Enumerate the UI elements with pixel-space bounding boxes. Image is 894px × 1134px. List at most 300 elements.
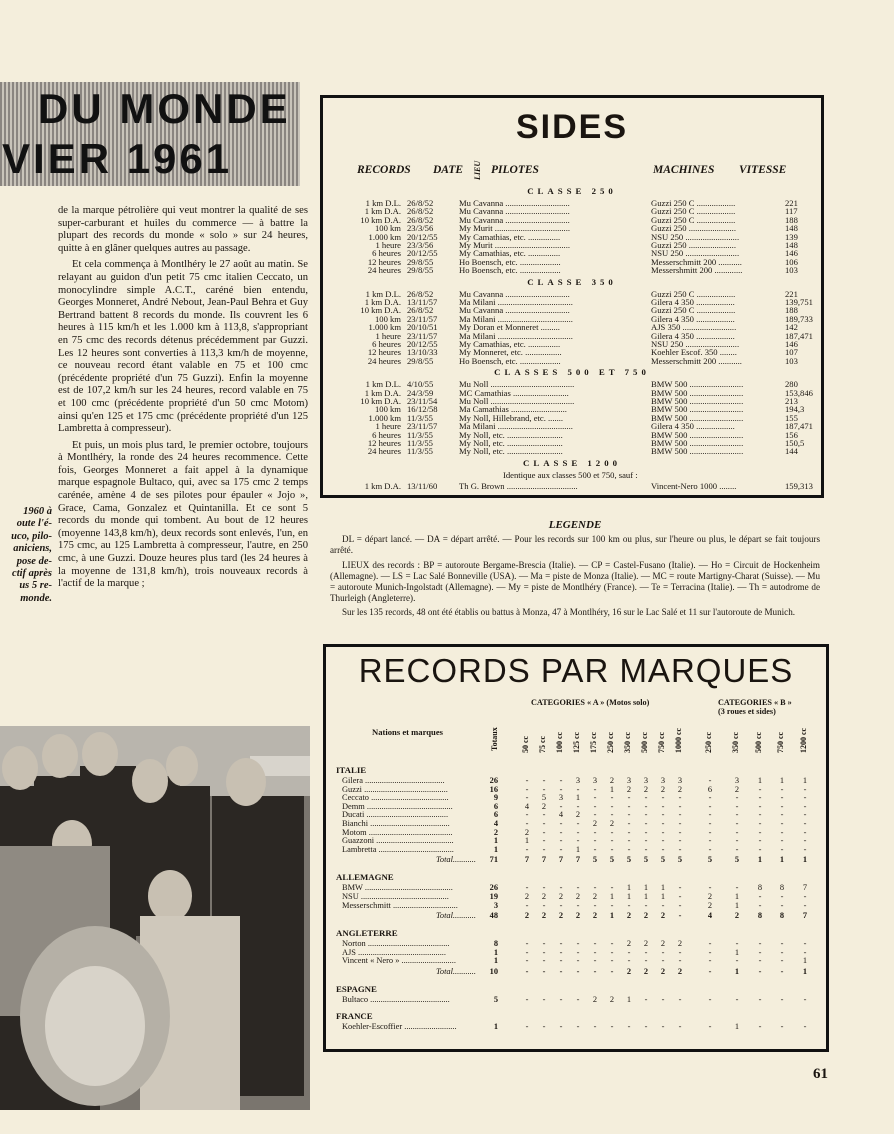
record-distance: 10 km D.A. [360,396,401,406]
nations-label: Nations et marques [372,727,443,737]
sides-records-table [320,95,824,498]
total-label: Total........... [436,855,476,865]
cell-value: - [678,911,682,921]
cell-value: - [525,883,529,893]
cell-value: - [542,883,546,893]
cell-value: - [627,956,631,966]
record-date: 20/12/55 [407,231,438,242]
cell-value: 2 [575,892,581,901]
cell-value: - [661,995,665,1004]
cell-value: - [661,956,665,966]
record-date: 26/8/52 [407,206,434,217]
legende [330,520,820,622]
brand-name: Messerschmitt ............................... [342,900,458,910]
cell-value: - [525,967,529,976]
cell-value: - [593,793,597,803]
team-photo-graphic [0,726,310,1110]
cell-value: - [708,827,712,837]
cell-value: - [708,1021,712,1031]
cell-value: - [576,801,580,811]
record-machine: BMW 500 ......................... [651,404,744,415]
record-pilot: Ho Boensch, etc. ................... [459,265,561,276]
record-machine: NSU 250 ......................... [651,339,740,349]
row-total: 1 [493,836,498,846]
record-distance: 24 heures [367,446,401,457]
cell-value: - [803,892,807,901]
cell-value: - [542,939,546,949]
cell-value: - [542,956,546,966]
cell-value: - [559,947,563,957]
row-total: 6 [493,801,498,811]
cell-value: 2 [626,939,632,949]
cell-value: - [525,819,529,828]
brand-name: Vincent « Nero » .......................... [342,956,456,966]
cell-value: - [576,784,580,794]
cell-value: 3 [558,793,564,803]
cell-value: - [758,1021,762,1031]
cell-value: - [559,956,563,966]
brand-name: Guazzoni ..................................... [342,836,454,846]
cell-value: - [542,784,546,794]
cell-value: 1 [626,883,632,893]
record-machine: Guzzi 250 ...................... [651,223,736,234]
record-date: 29/8/55 [407,355,434,366]
brand-row [326,1022,826,1032]
row-total: 8 [493,939,498,949]
record-pilot: Ho Boensch, etc. ................... [459,355,561,366]
cell-value: - [644,810,648,820]
cell-value: - [610,844,614,854]
cell-value: - [593,827,597,837]
page-number: 61 [813,1066,828,1082]
record-date: 26/8/52 [407,288,434,299]
cell-value: 2 [643,967,649,976]
legende-paragraph: Sur les 135 records, 48 ont été établis ou battus à Monza, 47 à Montlhéry, 16 sur le Lac Salé et 11 sur l'autoroute de Munich. [342,607,796,618]
record-speed: 139,751 [785,297,813,307]
cell-value: - [559,836,563,846]
header-machines: MACHINES [653,164,715,176]
column-header: 750 cc [657,731,666,753]
record-pilot: Mu Noll ....................................... [459,379,575,390]
cell-value: - [627,793,631,803]
cell-value: 5 [609,855,615,865]
record-pilot: MC Camathias .......................... [459,387,569,398]
nation-label: ANGLETERRE [336,928,398,939]
cell-value: 7 [575,855,581,865]
nation-label: ESPAGNE [336,984,377,994]
row-total: 1 [493,844,498,854]
article-text [58,205,308,595]
cell-value: 2 [626,967,632,976]
cell-value: - [803,995,807,1004]
class-title: CLASSE 1200 [522,457,622,468]
cell-value: 1 [757,776,763,785]
cell-value: - [644,827,648,837]
brand-name: AJS .......................................... [342,947,446,957]
column-header: 250 cc [704,731,713,753]
cell-value: 2 [660,967,666,976]
row-total: 1 [493,1021,498,1031]
cell-value: - [758,844,762,854]
record-speed: 117 [785,206,798,217]
sides-title: SIDES [515,108,629,146]
caption-line: ctif après [12,568,52,580]
record-pilot: My Camathias, etc. ............... [459,339,561,349]
class-note: Identique aux classes 500 et 750, sauf : [503,469,638,480]
cell-value: - [559,883,563,893]
cell-value: 4 [524,801,530,811]
record-distance: 24 heures [367,355,401,366]
row-total: 2 [493,827,498,837]
record-date: 13/11/60 [407,480,438,491]
record-date: 20/12/55 [407,248,438,259]
cell-value: 2 [660,784,666,794]
cell-value: - [610,947,614,957]
cell-value: 1 [734,947,740,957]
cell-value: 8 [779,883,785,893]
cell-value: - [610,801,614,811]
record-distance: 1 km D.L. [365,288,401,299]
cell-value: 8 [779,911,785,921]
cell-value: - [542,776,546,785]
cell-value: - [678,900,682,910]
brand-name: Guzzi ........................................ [342,784,448,794]
cell-value: - [758,995,762,1004]
cell-value: - [803,827,807,837]
legende-title: LEGENDE [548,519,602,531]
row-total: 26 [489,776,498,785]
cell-value: 1 [626,892,632,901]
cell-value: 2 [677,939,683,949]
record-distance: 100 km [374,223,401,234]
record-distance: 6 heures [372,248,401,259]
record-machine: BMW 500 ......................... [651,429,744,440]
record-speed: 221 [785,288,798,299]
cell-value: 1 [575,793,581,803]
brand-name: BMW .......................................... [342,883,453,893]
cell-value: 7 [802,911,808,921]
record-machine: Gilera 4 350 .................. [651,421,735,432]
cell-value: 2 [677,784,683,794]
record-pilot: My Noll, etc. .......................... [459,446,563,457]
cell-value: 3 [626,776,632,785]
cell-value: 2 [541,911,547,921]
column-header: 350 cc [623,731,632,753]
cell-value: - [593,900,597,910]
record-distance: 12 heures [367,347,401,358]
record-machine: NSU 250 ......................... [651,248,740,259]
brand-row [326,901,826,911]
row-total: 3 [493,900,498,910]
cell-value: - [593,801,597,811]
cell-value: - [542,900,546,910]
cell-value: - [576,939,580,949]
article-paragraph: de la marque pétrolière qui veut montrer la qualité de ses super-carburant et huiles du commerce — à battre la plupart des records du monde « solo » sur 24 heures, quitte à en glâner quelques autres au passage. [58,205,308,254]
record-distance: 1 km D.A. [364,206,401,217]
record-date: 23/3/56 [407,240,434,250]
cell-value: - [525,995,529,1004]
record-speed: 153,846 [785,387,813,398]
record-distance: 1 heure [375,240,401,250]
brand-name: Koehler-Escoffier ......................... [342,1021,457,1031]
cell-value: - [780,819,784,828]
record-speed: 155 [785,412,798,423]
record-pilot: Th G. Brown ................................. [459,480,578,491]
cell-value: 2 [524,827,530,837]
caption-line: 1960 à [23,506,52,517]
cell-value: - [780,967,784,976]
record-machine: Guzzi 250 C .................. [651,305,736,316]
cell-value: - [593,956,597,966]
cell-value: - [525,793,529,803]
cell-value: - [780,784,784,794]
record-row [329,356,815,366]
cell-value: - [780,1021,784,1031]
cell-value: - [735,956,739,966]
record-pilot: Ma Milani ................................... [459,297,573,307]
cell-value: 7 [541,855,547,865]
record-distance: 1 km D.L. [365,379,401,390]
rpm-title: RECORDS PAR MARQUES [358,652,794,689]
column-header: 1000 cc [674,727,683,753]
record-machine: BMW 500 ......................... [651,396,744,406]
cell-value: 3 [643,776,649,785]
cell-value: - [708,844,712,854]
record-date: 23/11/54 [407,396,438,406]
cell-value: 1 [802,967,808,976]
cell-value: 3 [660,776,666,785]
cell-value: - [661,801,665,811]
cell-value: - [542,810,546,820]
cell-value: - [525,900,529,910]
cell-value: - [780,810,784,820]
cell-value: 2 [626,784,632,794]
cell-value: 2 [643,939,649,949]
row-total: 9 [493,793,498,803]
cell-value: - [735,819,739,828]
cell-value: - [780,801,784,811]
record-machine: Guzzi 250 C .................. [651,206,736,217]
record-distance: 1.000 km [368,231,401,242]
record-date: 26/8/52 [407,214,434,225]
cell-value: - [542,967,546,976]
record-pilot: My Noll, etc. .......................... [459,429,563,440]
record-pilot: Ma Milani ................................... [459,330,573,341]
cell-value: - [525,810,529,820]
brand-name: Ceccato ..................................... [342,793,449,803]
cell-value: 1 [609,911,615,921]
record-speed: 146 [785,248,798,259]
cell-value: - [803,836,807,846]
cell-value: - [661,1021,665,1031]
article-paragraph: Et cela commença à Montlhéry le 27 août au matin. Se relayant au guidon d'un petit 75 cmc italien Ceccato, un monocylindre simple A.C.T., caréné bien entendu, Georges Monneret, André Nebout, Jean-Paul Behra et Guy Bertrand battent 8 records du monde. Ils couvrent les 6 heures à 115 km/h et les 1.000 km à 113,8, s'appropriant en 75 cmc des records détenus précédemment par Guzzi. Les 12 heures sont converties à 113,3 km/h de moyenne, ce nouveau record étant valable en 75 et 100 cmc (précédente propriété d'un 75 Guzzi). Enfin la moyenne est de 107,2 km/h sur les 24 heures, record valable en 75 et 100 cmc (précédente propriété d'un 50 cmc Motom) ainsi qu'en 125 et 175 cmc (précédente propriété d'un 125 Lambretta à compresseur). [58,259,308,435]
cell-value: - [661,793,665,803]
brand-name: Bultaco ...................................... [342,995,450,1004]
legende-paragraph: DL = départ lancé. — DA = départ arrêté. — Pour les records sur 100 km ou plus, sur l'heure ou plus, le départ se fait toujours arrêté. [330,534,820,556]
cell-value: - [803,900,807,910]
cell-value: - [559,827,563,837]
cell-value: - [735,810,739,820]
record-date: 26/8/52 [407,198,434,208]
cell-value: - [708,836,712,846]
cell-value: - [644,947,648,957]
record-speed: 106 [785,256,798,267]
totaux-header: Totaux [490,727,499,751]
cell-value: 1 [734,900,740,910]
cell-value: 2 [660,939,666,949]
cell-value: - [542,819,546,828]
cell-value: - [542,995,546,1004]
cell-value: 1 [734,967,740,976]
cell-value: 8 [757,883,763,893]
record-pilot: My Camathias, etc. ............... [459,248,561,259]
brand-name: Norton ....................................... [342,939,450,949]
total-row [326,911,826,921]
cell-value: - [593,810,597,820]
caption-line: us 5 re- [19,580,52,592]
cell-value: 1 [660,883,666,893]
cell-value: - [780,793,784,803]
record-machine: Gilera 4 350 .................. [651,330,735,341]
cell-value: 7 [802,883,808,893]
cell-value: 2 [609,995,615,1004]
cell-value: - [610,939,614,949]
cell-value: - [559,995,563,1004]
record-date: 11/3/55 [407,429,433,440]
cell-value: - [559,819,563,828]
cell-value: 1 [802,776,808,785]
record-row [329,446,815,456]
cell-value: - [661,810,665,820]
record-date: 29/8/55 [407,256,434,267]
cell-value: - [559,900,563,910]
cell-value: - [627,836,631,846]
record-distance: 6 heures [372,429,401,440]
record-machine: Guzzi 250 C .................. [651,288,736,299]
cell-value: - [758,956,762,966]
record-speed: 159,313 [785,480,813,491]
record-machine: Messerschmitt 200 ........... [651,256,742,267]
cell-value: - [661,844,665,854]
record-distance: 100 km [374,404,401,415]
column-header: 500 cc [754,731,763,753]
cell-value: - [525,784,529,794]
record-distance: 1 km D.L. [365,198,401,208]
record-pilot: Mu Cavanna .............................. [459,198,570,208]
cell-value: 5 [660,855,666,865]
cell-value: - [627,900,631,910]
cell-value: 1 [575,844,581,854]
cell-value: - [610,810,614,820]
record-date: 23/3/56 [407,223,434,234]
brand-name: Motom ........................................ [342,827,453,837]
record-speed: 139 [785,231,798,242]
cell-value: 1 [734,1021,740,1031]
cell-value: - [758,836,762,846]
header-pilotes: PILOTES [491,164,539,176]
record-pilot: My Camathias, etc. ............... [459,231,561,242]
cell-value: - [758,967,762,976]
cell-value: - [678,836,682,846]
cell-value: - [708,810,712,820]
cell-value: - [758,801,762,811]
cell-value: 2 [707,892,713,901]
cell-value: 8 [757,911,763,921]
record-distance: 1 km D.A. [364,387,401,398]
record-machine: Gilera 4 350 .................. [651,297,735,307]
cell-value: - [678,892,682,901]
headline-line-1: DU MONDE [38,85,291,132]
column-header: 75 cc [538,735,547,753]
cell-value: - [803,1021,807,1031]
total-label: Total........... [436,967,476,976]
record-distance: 24 heures [367,265,401,276]
record-machine: Koehler Escof. 350 ........ [651,347,737,358]
cell-value: 5 [677,855,683,865]
cell-value: - [661,947,665,957]
caption-line: monde. [20,592,52,604]
cell-value: 5 [734,855,740,865]
record-speed: 103 [785,355,798,366]
record-pilot: Mu Cavanna .............................. [459,214,570,225]
photo-caption [0,506,52,605]
record-machine: Messerschmitt 200 ........... [651,355,742,366]
cell-value: 2 [626,911,632,921]
cell-value: - [627,947,631,957]
cell-value: - [525,1021,529,1031]
record-date: 29/8/55 [407,265,434,276]
brand-name: Lambretta .................................... [342,844,454,854]
cell-value: 1 [609,892,615,901]
caption-line: uco, pilo- [11,530,52,542]
record-speed: 280 [785,379,798,390]
category-a-label: CATEGORIES « A » (Motos solo) [531,698,650,707]
cell-value: - [576,947,580,957]
cell-value: - [627,810,631,820]
cell-value: - [661,827,665,837]
cell-value: - [610,827,614,837]
cell-value: 2 [541,801,547,811]
row-total: 48 [489,911,498,921]
record-pilot: My Murit ................................... [459,240,571,250]
cell-value: 5 [592,855,598,865]
record-date: 13/10/33 [407,347,438,358]
record-distance: 1 heure [375,330,401,341]
class-title: CLASSE 250 [527,186,617,196]
record-distance: 10 km D.A. [360,305,401,316]
cell-value: - [559,784,563,794]
record-pilot: My Murit ................................... [459,223,571,234]
record-speed: 142 [785,322,798,333]
cell-value: - [661,900,665,910]
record-machine: Guzzi 250 ...................... [651,240,736,250]
column-header: 500 cc [640,731,649,753]
cell-value: - [593,947,597,957]
cell-value: - [593,844,597,854]
cell-value: - [542,844,546,854]
cell-value: - [735,801,739,811]
cell-value: - [610,793,614,803]
cell-value: 4 [707,911,713,921]
cell-value: - [758,793,762,803]
cell-value: 3 [592,776,598,785]
cell-value: - [803,810,807,820]
record-speed: 187,471 [785,421,813,432]
cell-value: - [627,1021,631,1031]
cell-value: 6 [707,784,713,794]
cell-value: - [559,801,563,811]
column-header: 125 cc [572,731,581,753]
